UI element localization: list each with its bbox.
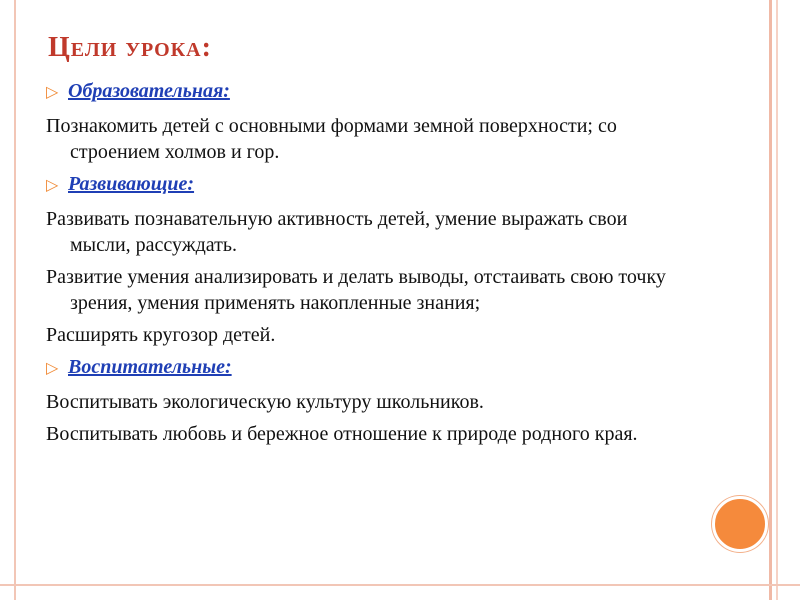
section-heading-row (46, 78, 686, 105)
triangle-bullet-icon: ▷ (46, 82, 59, 101)
section-heading-upbringing: Воспитательные: (68, 356, 232, 378)
slide-title: Цели урока: (48, 32, 212, 63)
list-item: Познакомить детей с основными формами земной поверхности; со строением холмов и гор. (46, 115, 617, 163)
list-item: Воспитывать экологическую культуру школьников. (46, 391, 484, 413)
triangle-bullet-icon: ▷ (46, 358, 59, 377)
section-heading-row (46, 171, 686, 198)
right-border-line (769, 0, 772, 600)
list-item: Расширять кругозор детей. (46, 324, 276, 346)
slide-content (46, 76, 686, 453)
section-heading-row (46, 354, 686, 381)
left-border-line (14, 0, 16, 600)
triangle-bullet-icon: ▷ (46, 175, 59, 194)
section-heading-developing: Развивающие: (68, 173, 195, 195)
bottom-border-line (0, 584, 800, 586)
orange-circle-decoration (712, 496, 768, 552)
section-heading-educational: Образовательная: (68, 80, 230, 102)
list-item: Развивать познавательную активность детей, умение выражать свои мысли, рассуждать. (46, 208, 628, 256)
list-item: Воспитывать любовь и бережное отношение к природе родного края. (46, 423, 638, 445)
right-border-line-inner (776, 0, 778, 600)
list-item: Развитие умения анализировать и делать выводы, отстаивать свою точку зрения, умения применять накопленные знания; (46, 266, 666, 314)
